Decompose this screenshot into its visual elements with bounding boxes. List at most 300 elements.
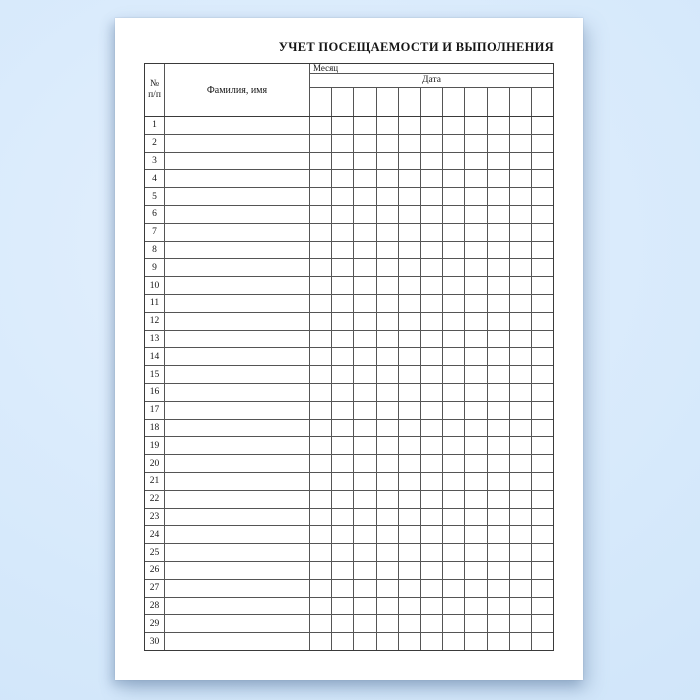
date-cell — [377, 153, 399, 170]
name-column-header: Фамилия, имя — [165, 64, 310, 116]
date-cell — [399, 117, 421, 134]
date-cell — [310, 277, 332, 294]
date-cell — [532, 384, 553, 401]
date-cell — [488, 580, 510, 597]
date-cell — [354, 117, 376, 134]
row-number-cell: 26 — [145, 562, 165, 579]
date-cell — [488, 544, 510, 561]
date-cell — [465, 437, 487, 454]
date-cell — [510, 242, 532, 259]
table-row — [145, 491, 553, 509]
date-cell — [377, 313, 399, 330]
date-cell — [310, 348, 332, 365]
date-cell — [532, 277, 553, 294]
table-row — [145, 366, 553, 384]
date-subcolumn-cell — [488, 88, 510, 116]
date-cell — [465, 633, 487, 650]
name-cell — [165, 331, 310, 348]
date-cell — [377, 331, 399, 348]
date-cell — [488, 259, 510, 276]
date-cell — [399, 598, 421, 615]
date-cell — [354, 598, 376, 615]
date-cell — [354, 313, 376, 330]
date-cell — [421, 170, 443, 187]
date-cell — [443, 615, 465, 632]
date-cell — [532, 473, 553, 490]
table-row — [145, 598, 553, 616]
date-cell — [332, 437, 354, 454]
row-number-cell: 30 — [145, 633, 165, 650]
date-cell — [399, 153, 421, 170]
date-cell — [377, 366, 399, 383]
date-cell — [399, 580, 421, 597]
date-cell — [532, 562, 553, 579]
date-cell — [421, 580, 443, 597]
row-number-cell: 5 — [145, 188, 165, 205]
date-cell — [399, 544, 421, 561]
date-cell — [310, 402, 332, 419]
date-cell — [310, 473, 332, 490]
number-column-header-line2: п/п — [148, 90, 161, 100]
name-cell — [165, 277, 310, 294]
date-cell — [443, 473, 465, 490]
date-cell — [421, 188, 443, 205]
date-cell — [354, 491, 376, 508]
date-cell — [532, 170, 553, 187]
date-cell — [532, 313, 553, 330]
date-cell — [310, 598, 332, 615]
document-title: УЧЕТ ПОСЕЩАЕМОСТИ И ВЫПОЛНЕНИЯ — [278, 40, 554, 54]
date-cell — [465, 420, 487, 437]
date-cell — [488, 117, 510, 134]
date-subcolumn-cell — [510, 88, 532, 116]
name-cell — [165, 117, 310, 134]
table-row — [145, 420, 553, 438]
table-row — [145, 633, 553, 650]
date-cell — [532, 580, 553, 597]
date-cell — [443, 366, 465, 383]
date-cell — [332, 313, 354, 330]
date-cell — [310, 437, 332, 454]
date-cell — [443, 188, 465, 205]
date-cell — [488, 615, 510, 632]
date-cell — [421, 135, 443, 152]
date-cell — [354, 562, 376, 579]
name-cell — [165, 615, 310, 632]
date-cell — [354, 580, 376, 597]
date-cell — [443, 242, 465, 259]
date-cell — [399, 455, 421, 472]
name-cell — [165, 580, 310, 597]
table-row — [145, 384, 553, 402]
name-cell — [165, 135, 310, 152]
date-cell — [532, 224, 553, 241]
date-cell — [332, 491, 354, 508]
name-cell — [165, 153, 310, 170]
date-subcolumn-cell — [443, 88, 465, 116]
date-cell — [399, 633, 421, 650]
row-number-cell: 19 — [145, 437, 165, 454]
date-cell — [532, 544, 553, 561]
date-cell — [465, 153, 487, 170]
row-number-cell: 16 — [145, 384, 165, 401]
date-cell — [377, 188, 399, 205]
date-cell — [465, 135, 487, 152]
date-cell — [510, 277, 532, 294]
date-cell — [443, 580, 465, 597]
date-cell — [465, 455, 487, 472]
date-cell — [332, 224, 354, 241]
date-cell — [421, 562, 443, 579]
name-cell — [165, 259, 310, 276]
date-cell — [443, 259, 465, 276]
date-cell — [443, 331, 465, 348]
date-cell — [465, 598, 487, 615]
date-cell — [310, 117, 332, 134]
date-cell — [421, 509, 443, 526]
date-cell — [465, 224, 487, 241]
date-cell — [465, 242, 487, 259]
date-cell — [443, 313, 465, 330]
date-cell — [532, 491, 553, 508]
date-cell — [310, 562, 332, 579]
date-cell — [377, 473, 399, 490]
table-body — [145, 117, 553, 650]
date-cell — [488, 153, 510, 170]
name-cell — [165, 544, 310, 561]
row-number-cell: 25 — [145, 544, 165, 561]
date-cell — [510, 491, 532, 508]
table-row — [145, 224, 553, 242]
date-cell — [354, 526, 376, 543]
date-cell — [332, 455, 354, 472]
date-cell — [465, 366, 487, 383]
date-cell — [377, 402, 399, 419]
date-cell — [465, 615, 487, 632]
date-cell — [443, 295, 465, 312]
date-cell — [510, 170, 532, 187]
date-cell — [465, 348, 487, 365]
date-cell — [377, 206, 399, 223]
date-cell — [332, 242, 354, 259]
date-cell — [532, 188, 553, 205]
date-cell — [377, 224, 399, 241]
table-row — [145, 615, 553, 633]
date-cell — [399, 188, 421, 205]
date-cell — [332, 135, 354, 152]
date-cell — [443, 170, 465, 187]
date-cell — [488, 562, 510, 579]
date-cell — [532, 366, 553, 383]
date-cell — [332, 509, 354, 526]
date-cell — [377, 526, 399, 543]
date-cell — [421, 420, 443, 437]
date-cell — [354, 420, 376, 437]
date-cell — [421, 117, 443, 134]
date-cell — [532, 402, 553, 419]
date-cell — [488, 242, 510, 259]
date-cell — [332, 170, 354, 187]
table-row — [145, 348, 553, 366]
row-number-cell: 20 — [145, 455, 165, 472]
date-cell — [354, 509, 376, 526]
date-cell — [465, 259, 487, 276]
date-cell — [465, 544, 487, 561]
table-row — [145, 580, 553, 598]
name-cell — [165, 509, 310, 526]
date-cell — [532, 526, 553, 543]
date-cell — [354, 544, 376, 561]
date-cell — [399, 242, 421, 259]
date-cell — [310, 295, 332, 312]
date-header-cell: Дата — [310, 74, 553, 88]
date-cell — [421, 242, 443, 259]
date-cell — [532, 295, 553, 312]
row-number-cell: 29 — [145, 615, 165, 632]
date-cell — [310, 313, 332, 330]
date-cell — [399, 491, 421, 508]
name-cell — [165, 206, 310, 223]
date-cell — [421, 526, 443, 543]
date-cell — [443, 206, 465, 223]
date-cell — [399, 224, 421, 241]
date-cell — [443, 455, 465, 472]
date-cell — [443, 544, 465, 561]
date-cell — [465, 473, 487, 490]
table-row — [145, 331, 553, 349]
date-cell — [532, 135, 553, 152]
date-cell — [377, 135, 399, 152]
date-cell — [354, 473, 376, 490]
name-cell — [165, 384, 310, 401]
date-cell — [310, 366, 332, 383]
row-number-cell: 1 — [145, 117, 165, 134]
date-cell — [443, 348, 465, 365]
date-cell — [399, 295, 421, 312]
date-cell — [510, 331, 532, 348]
date-cell — [532, 598, 553, 615]
date-cell — [465, 384, 487, 401]
number-column-header-line1: № — [149, 78, 160, 89]
date-cell — [465, 295, 487, 312]
date-cell — [421, 277, 443, 294]
date-cell — [377, 580, 399, 597]
date-cell — [443, 117, 465, 134]
date-cell — [310, 206, 332, 223]
date-cell — [377, 295, 399, 312]
date-cell — [310, 259, 332, 276]
date-cell — [377, 277, 399, 294]
name-cell — [165, 348, 310, 365]
attendance-table — [144, 63, 554, 651]
date-cell — [377, 633, 399, 650]
date-cell — [377, 259, 399, 276]
date-cell — [399, 526, 421, 543]
date-cell — [488, 331, 510, 348]
table-row — [145, 473, 553, 491]
name-cell — [165, 562, 310, 579]
date-cell — [399, 259, 421, 276]
date-cell — [488, 206, 510, 223]
date-cell — [421, 633, 443, 650]
date-cell — [310, 544, 332, 561]
date-cell — [332, 384, 354, 401]
date-cell — [310, 135, 332, 152]
date-cell — [488, 455, 510, 472]
date-cell — [443, 420, 465, 437]
date-cell — [421, 331, 443, 348]
row-number-cell: 28 — [145, 598, 165, 615]
date-cell — [332, 598, 354, 615]
date-cell — [332, 402, 354, 419]
name-cell — [165, 473, 310, 490]
date-cell — [488, 277, 510, 294]
date-cell — [332, 188, 354, 205]
date-cell — [332, 117, 354, 134]
date-cell — [443, 562, 465, 579]
date-cell — [510, 295, 532, 312]
date-cell — [510, 437, 532, 454]
date-cell — [488, 633, 510, 650]
date-cell — [532, 615, 553, 632]
name-cell — [165, 598, 310, 615]
name-cell — [165, 295, 310, 312]
date-cell — [532, 259, 553, 276]
date-cell — [465, 526, 487, 543]
date-cell — [532, 509, 553, 526]
date-cell — [354, 224, 376, 241]
date-cell — [421, 313, 443, 330]
date-cell — [310, 491, 332, 508]
date-cell — [354, 615, 376, 632]
date-cell — [510, 544, 532, 561]
date-cell — [332, 544, 354, 561]
date-cell — [377, 562, 399, 579]
date-cell — [377, 420, 399, 437]
date-cell — [399, 615, 421, 632]
table-header — [145, 64, 553, 117]
date-cell — [532, 437, 553, 454]
date-cell — [488, 313, 510, 330]
date-cell — [488, 473, 510, 490]
date-cell — [510, 420, 532, 437]
row-number-cell: 27 — [145, 580, 165, 597]
row-number-cell: 12 — [145, 313, 165, 330]
date-cell — [465, 491, 487, 508]
date-cell — [488, 509, 510, 526]
date-cell — [310, 509, 332, 526]
date-cell — [443, 135, 465, 152]
name-cell — [165, 313, 310, 330]
date-cell — [377, 384, 399, 401]
date-cell — [465, 509, 487, 526]
name-cell — [165, 188, 310, 205]
date-cell — [332, 580, 354, 597]
date-cell — [421, 544, 443, 561]
date-cell — [488, 526, 510, 543]
date-cell — [332, 259, 354, 276]
table-row — [145, 170, 553, 188]
table-row — [145, 135, 553, 153]
row-number-cell: 13 — [145, 331, 165, 348]
date-cell — [488, 188, 510, 205]
date-cell — [399, 473, 421, 490]
table-row — [145, 259, 553, 277]
name-cell — [165, 455, 310, 472]
row-number-cell: 24 — [145, 526, 165, 543]
date-cell — [532, 206, 553, 223]
date-cell — [354, 437, 376, 454]
date-subcolumns-row — [310, 88, 553, 116]
date-cell — [510, 580, 532, 597]
name-cell — [165, 402, 310, 419]
date-cell — [310, 615, 332, 632]
date-cell — [443, 491, 465, 508]
date-cell — [332, 348, 354, 365]
date-cell — [510, 153, 532, 170]
date-cell — [332, 526, 354, 543]
date-cell — [377, 544, 399, 561]
row-number-cell: 23 — [145, 509, 165, 526]
date-cell — [399, 135, 421, 152]
date-cell — [510, 135, 532, 152]
date-cell — [354, 170, 376, 187]
row-number-cell: 11 — [145, 295, 165, 312]
row-number-cell: 10 — [145, 277, 165, 294]
date-cell — [354, 348, 376, 365]
table-row — [145, 206, 553, 224]
date-cell — [443, 402, 465, 419]
date-subcolumn-cell — [377, 88, 399, 116]
date-cell — [488, 491, 510, 508]
date-cell — [377, 615, 399, 632]
table-row — [145, 153, 553, 171]
date-subcolumn-cell — [532, 88, 553, 116]
date-cell — [488, 366, 510, 383]
row-number-cell: 17 — [145, 402, 165, 419]
name-cell — [165, 366, 310, 383]
date-subcolumn-cell — [421, 88, 443, 116]
date-cell — [421, 348, 443, 365]
date-cell — [399, 420, 421, 437]
date-cell — [510, 259, 532, 276]
row-number-cell: 14 — [145, 348, 165, 365]
date-cell — [488, 420, 510, 437]
row-number-cell: 21 — [145, 473, 165, 490]
date-cell — [510, 402, 532, 419]
date-cell — [510, 117, 532, 134]
date-cell — [421, 384, 443, 401]
date-cell — [488, 437, 510, 454]
date-cell — [354, 188, 376, 205]
date-cell — [510, 526, 532, 543]
date-cell — [354, 153, 376, 170]
name-cell — [165, 437, 310, 454]
name-cell — [165, 526, 310, 543]
date-cell — [399, 277, 421, 294]
date-cell — [354, 384, 376, 401]
date-cell — [377, 598, 399, 615]
name-cell — [165, 420, 310, 437]
date-cell — [421, 224, 443, 241]
date-cell — [354, 402, 376, 419]
date-cell — [510, 384, 532, 401]
date-cell — [399, 206, 421, 223]
date-cell — [488, 402, 510, 419]
date-cell — [354, 633, 376, 650]
date-cell — [532, 331, 553, 348]
date-cell — [465, 402, 487, 419]
